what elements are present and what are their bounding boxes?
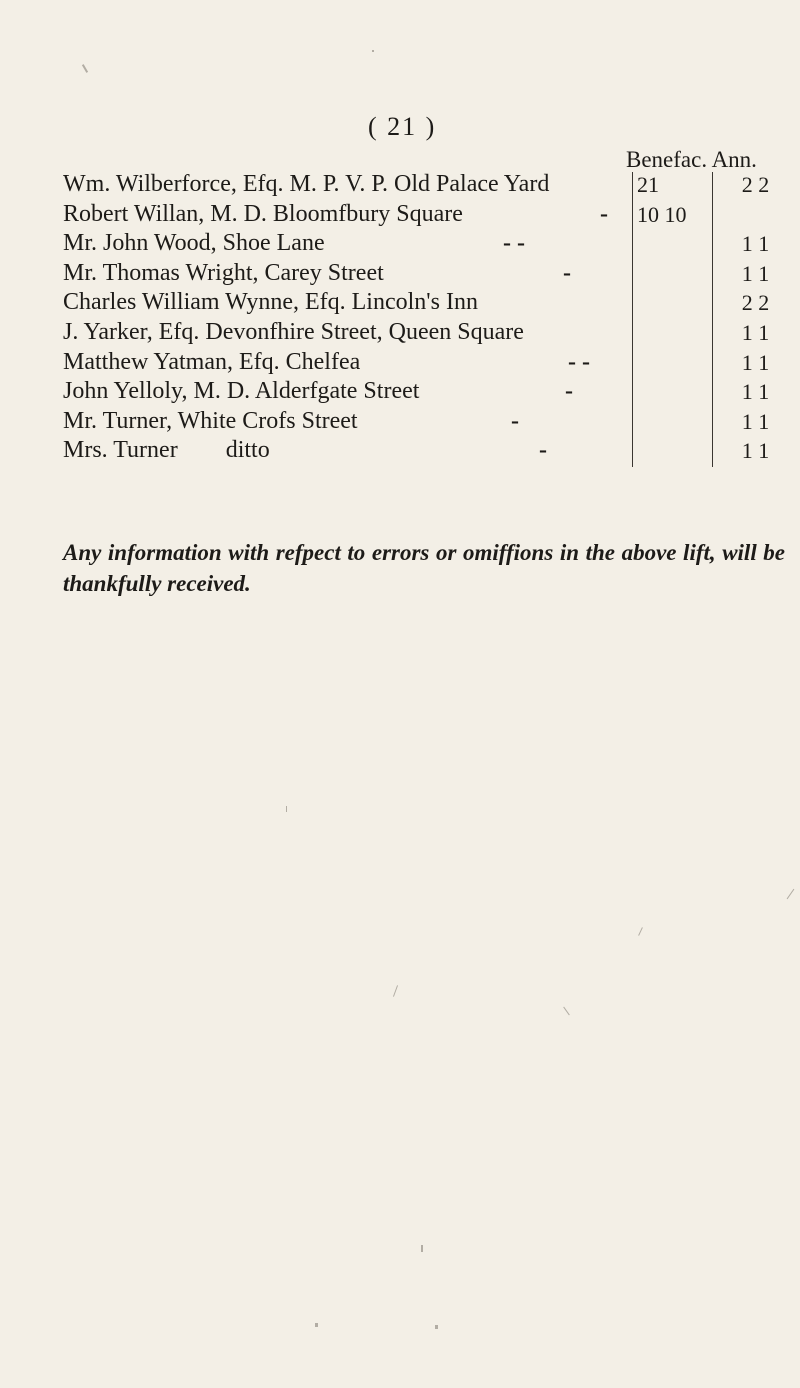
paper-speck: [563, 1007, 570, 1016]
annual-amount: 2 2: [741, 290, 770, 316]
paper-speck: [435, 1325, 438, 1329]
benefaction-amount: 10 10: [637, 201, 687, 227]
leader-dash: - -: [568, 348, 590, 375]
column-header-benefac-ann: Benefac. Ann.: [626, 147, 757, 172]
paper-speck: [286, 806, 287, 812]
leader-dash: -: [539, 437, 547, 464]
paper-speck: [82, 64, 88, 73]
annual-amount: 1 1: [741, 408, 770, 434]
paper-speck: [638, 927, 643, 936]
paper-speck: [421, 1245, 423, 1252]
list-item: [63, 170, 793, 200]
list-item: [63, 288, 793, 318]
subscriber-name: Mr. Thomas Wright, Carey Street: [63, 259, 384, 286]
annual-amount: 1 1: [741, 349, 770, 375]
leader-dash: -: [565, 378, 573, 405]
leader-dash: -: [600, 200, 608, 227]
list-item: [63, 259, 793, 289]
paper-speck: [372, 50, 374, 52]
list-item: [63, 348, 793, 378]
subscriber-name: J. Yarker, Efq. Devonfhire Street, Queen Square: [63, 318, 524, 345]
leader-dash: - -: [503, 230, 525, 257]
paper-speck: [787, 889, 795, 899]
subscriber-list: [63, 170, 793, 466]
subscriber-name: Mr. Turner, White Crofs Street: [63, 407, 358, 434]
annual-amount: 1 1: [741, 260, 770, 286]
subscriber-name: Wm. Wilberforce, Efq. M. P. V. P. Old Palace Yard: [63, 171, 550, 197]
annual-amount: 1 1: [741, 231, 770, 257]
annual-amount: 1 1: [741, 319, 770, 345]
benefaction-amount: 21: [637, 172, 659, 197]
paper-speck: [393, 985, 398, 997]
list-item: [63, 436, 793, 466]
leader-dash: -: [511, 407, 519, 434]
leader-dash: -: [563, 259, 571, 286]
list-item: [63, 407, 793, 437]
subscriber-name: Robert Willan, M. D. Bloomfbury Square: [63, 200, 463, 227]
list-item: [63, 200, 793, 230]
list-item: [63, 229, 793, 259]
subscriber-name: Mrs. Turner ditto: [63, 437, 270, 464]
subscriber-name: Charles William Wynne, Efq. Lincoln's Inn: [63, 289, 478, 316]
subscriber-name: Mr. John Wood, Shoe Lane: [63, 230, 325, 257]
list-item: [63, 318, 793, 348]
annual-amount: 2 2: [741, 172, 770, 197]
annual-amount: 1 1: [741, 438, 770, 464]
list-item: [63, 377, 793, 407]
footnote: Any information with refpect to errors or omiffions in the above lift, will be thankfully received.: [63, 540, 785, 596]
page-number: ( 21 ): [368, 112, 437, 141]
annual-amount: 1 1: [741, 379, 770, 405]
paper-speck: [315, 1323, 318, 1327]
subscriber-name: John Yelloly, M. D. Alderfgate Street: [63, 378, 420, 405]
subscriber-name: Matthew Yatman, Efq. Chelfea: [63, 348, 361, 375]
